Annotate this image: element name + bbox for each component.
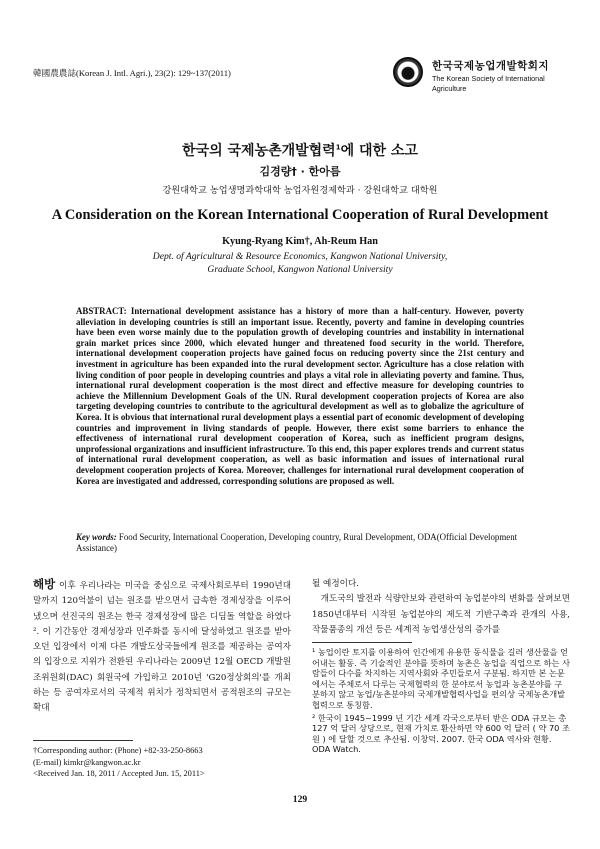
affiliation-english-line2: Graduate School, Kangwon National University bbox=[207, 264, 393, 275]
page-number: 129 bbox=[292, 794, 308, 805]
title-korean-main: 한국의 국제농촌개발협력 bbox=[182, 143, 336, 159]
title-korean bbox=[0, 140, 600, 160]
body-column-right: 될 예정이다. 개도국의 발전과 식량안보와 관련하여 농업분야의 변화를 살펴보면 1850년대부터 시작된 농업분야의 제도적 기반구축과 관개의 사용, 작물품종의 개선 등은 세계적 농업생산성의 증가를 bbox=[312, 579, 570, 635]
body-lead-word: 해방 bbox=[33, 577, 56, 591]
received-accepted-dates: <Received Jan. 18, 2011 / Accepted Jun. 15, 2011> bbox=[33, 769, 205, 779]
authors-korean: 김경량† · 한아름 bbox=[259, 165, 341, 178]
keywords-list: Food Security, International Cooperation, Developing country, Rural Development, ODA(Official Development Assistance) bbox=[76, 532, 518, 553]
affiliation-korean: 강원대학교 농업생명과학대학 농업자원경제학과 · 강원대학교 대학원 bbox=[162, 185, 438, 196]
journal-reference: 韓國農農誌(Korean J. Intl. Agri.), 23(2): 129~137(2011) bbox=[33, 68, 231, 78]
footnote-1: ¹ 농업이란 토지를 이용하여 인간에게 유용한 동식물을 길러 생산물을 얻어내는 활동. 즉 기술적인 분야를 뜻하며 농촌은 농업을 직업으로 하는 사람들이 다수를 차지하는 지역사회와 주민들로서 구분됨. 하지만 본 논문에서는 주체로서 다루는 국제협력의 한 분야로서 농업과 농촌분야를 구분하지 않고 농업/농촌분야의 국제개발협력사업을 편의상 국제농촌개발협력으로 통칭함. bbox=[312, 647, 570, 710]
title-english: A Consideration on the Korean International Cooperation of Rural Development bbox=[51, 207, 549, 223]
body-column-left bbox=[33, 577, 291, 717]
body-left-text: 이후 우리나라는 미국을 중심으로 국제사회로부터 1990년대 말까지 120억불이 넘는 원조를 받으면서 급속한 경제성장을 이루어냈으며 선진국의 원조는 한국 경제성장에 많은 디딤돌 역할을 하였다². 이 기간동안 경제성장과 민주화를 동시에 달성하였고 원조를 받아오던 입장에서 이제 다른 개발도상국들에게 원조를 제공하는 공여자의 입장으로 지위가 전환된 우리나라는 2009년 12월 OECD 개발원조위원회(DAC) 회원국에 가입하고 2010년 'G20정상회의'를 개최하는 등 공여자로서의 국제적 위치가 정착되면서 공적원조의 규모는 확대 bbox=[33, 581, 291, 714]
authors-english: Kyung-Ryang Kim†, Ah-Reum Han bbox=[222, 236, 378, 247]
keywords-label: Key words: bbox=[76, 532, 117, 542]
corresponding-author-email: (E-mail) kimkr@kangwon.ac.kr bbox=[33, 757, 141, 767]
society-name-english-line2: Agriculture bbox=[432, 84, 467, 93]
footnote-divider-left bbox=[33, 740, 133, 741]
footnotes-right bbox=[312, 647, 570, 757]
society-name-korean: 한국국제농업개발학회지 bbox=[432, 60, 550, 72]
footnote-divider-right bbox=[312, 642, 412, 643]
keywords bbox=[76, 532, 524, 553]
footnote-2: ² 한국이 1945~1999 년 기간 세계 각국으로부터 받은 ODA 규모는 총 127 억 달러 상당으로, 현재 가치로 환산하면 약 600 억 달러 ( 약 70 조원 ) 에 달할 것으로 추산됨. 이창덕. 2007. 한국 ODA 역사와 현황. ODA Watch. bbox=[312, 712, 570, 755]
title-korean-tail: 에 대한 소고 bbox=[340, 143, 418, 159]
corresponding-author-phone: †Corresponding author: (Phone) +82-33-250-8663 bbox=[33, 746, 203, 755]
corresponding-author-note bbox=[33, 745, 291, 780]
abstract: ABSTRACT: International development assistance has a history of more than a half-century. However, poverty alleviation in developing countries is still an important issue. Recently, poverty and famine in developing countries have been even worse mainly due to the population growth of developing countries and instability in international grain market prices since 2000, which elevated hunger and threatened food security in the world. Therefore, international development cooperation projects have gained focus on reducing poverty since the 21st century and investment in agriculture has been expanded into the rural development sector. Agriculture has a close relation with living condition of poor people in developing countries and plays a vital role in alleviating poverty and famine. Thus, international rural development cooperation is the most direct and effective measure for developing countries to achieve the Millennium Development Goals of the UN. Rural development cooperation projects of Korea are also targeting developing countries to contribute to the agricultural development as well as to globalize the agriculture of Korea. It is obvious that international rural development plays a essential part of economic development of developing countries and improvement in living standards of people. However, there exist some barriers to enhance the effectiveness of international rural development cooperation of Korea, such as inefficient program designs, unprofessional organizations and insufficient infrastructure. To this end, this paper explores trends and current status of international rural development cooperation, as well as basic information and issues of international rural development cooperation projects of Korea. Moreover, challenges for international rural development cooperation of Korea are investigated and addressed, corresponding solutions are proposed as well. bbox=[76, 306, 524, 486]
title-footnote-marker: 1 bbox=[335, 143, 341, 152]
affiliation-english-line1: Dept. of Agricultural & Resource Economics, Kangwon National University, bbox=[152, 251, 448, 262]
society-logo-icon bbox=[393, 57, 423, 87]
society-name-english-line1: The Korean Society of International bbox=[432, 74, 545, 83]
